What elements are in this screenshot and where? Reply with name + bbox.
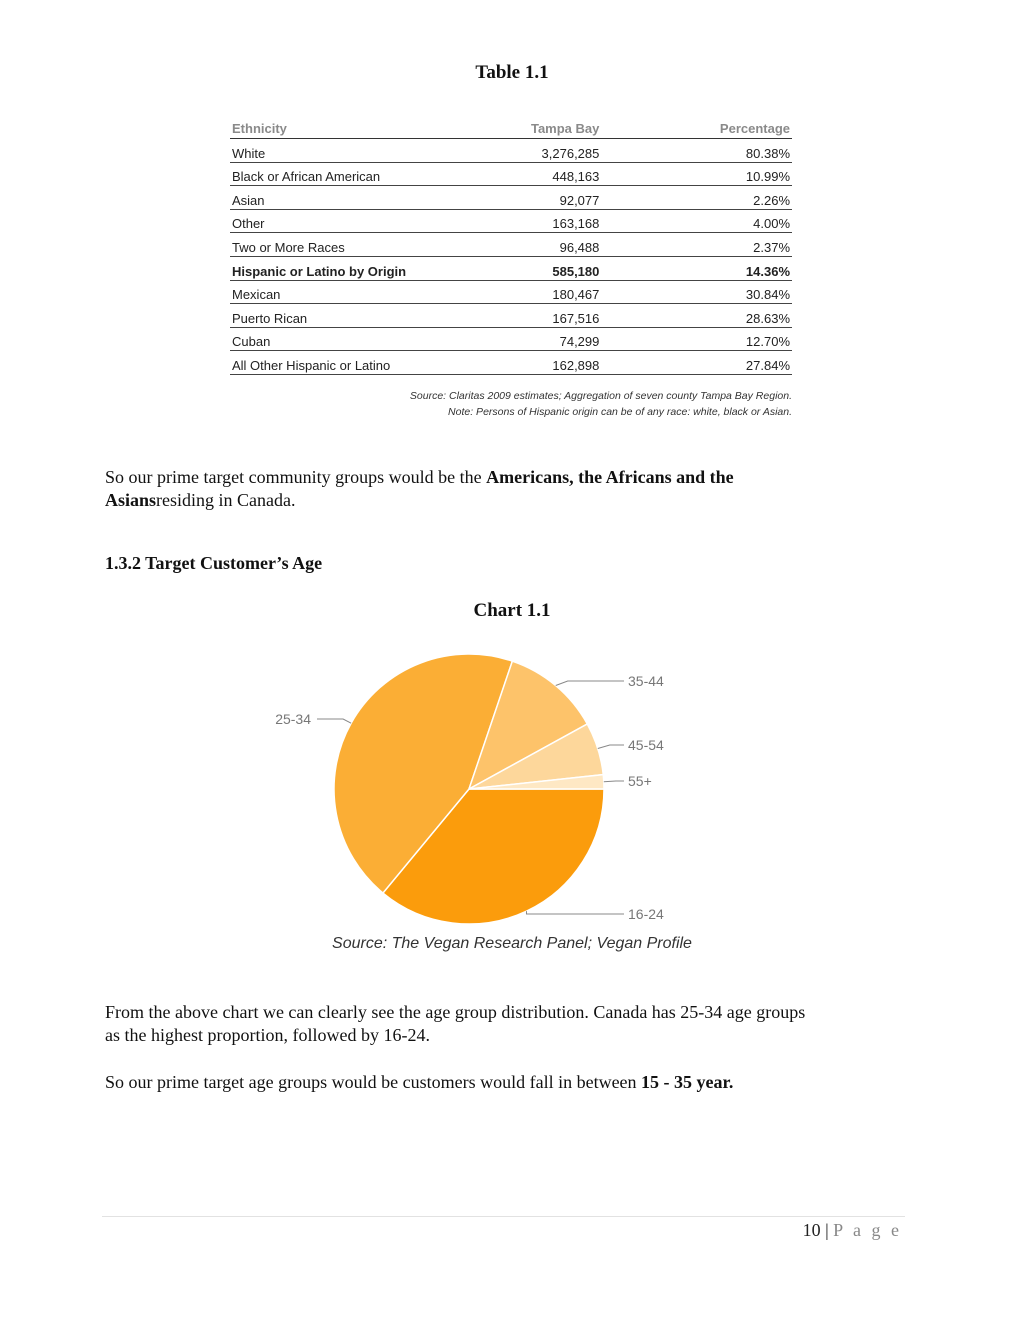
cell-percentage: 14.36% xyxy=(745,263,791,279)
cell-ethnicity: Asian xyxy=(232,192,265,208)
cell-ethnicity: Other xyxy=(232,216,265,232)
table-row xyxy=(230,233,792,257)
chart-source: Source: The Vegan Research Panel; Vegan Profile xyxy=(332,935,692,952)
page-number: 10 xyxy=(802,1220,821,1240)
header-ethnicity: Ethnicity xyxy=(232,121,287,136)
cell-tampa-bay: 3,276,285 xyxy=(541,145,600,161)
cell-tampa-bay: 74,299 xyxy=(559,334,600,350)
cell-tampa-bay: 92,077 xyxy=(559,192,600,208)
table-row xyxy=(230,281,792,305)
pie-label-45-54: 45-54 xyxy=(628,737,664,753)
para2-line1: From the above chart we can clearly see the age group distribution. Canada has 25-34 age groups xyxy=(105,1002,806,1022)
cell-percentage: 2.26% xyxy=(753,192,791,208)
table-row xyxy=(230,163,792,187)
chart-caption: Chart 1.1 xyxy=(473,600,551,621)
cell-percentage: 28.63% xyxy=(745,310,791,326)
cell-tampa-bay: 448,163 xyxy=(552,169,600,185)
table-caption: Table 1.1 xyxy=(475,62,549,83)
para3-text: So our prime target age groups would be customers would fall in between xyxy=(105,1072,642,1092)
pie-leader-25-34 xyxy=(317,719,351,723)
table-row xyxy=(230,304,792,328)
cell-tampa-bay: 96,488 xyxy=(559,239,600,255)
pie-leader-35-44 xyxy=(556,681,624,686)
pie-leader-16-24 xyxy=(526,911,624,914)
cell-percentage: 30.84% xyxy=(745,287,791,303)
table-row xyxy=(230,139,792,163)
cell-ethnicity: Mexican xyxy=(232,287,281,303)
table-header-row xyxy=(230,112,792,139)
pie-leader-55+ xyxy=(604,781,624,782)
para3-bold: 15 - 35 year. xyxy=(641,1072,734,1092)
cell-tampa-bay: 585,180 xyxy=(552,263,600,279)
age-distribution-paragraph xyxy=(105,1001,905,1047)
footer-divider xyxy=(102,1216,905,1217)
community-paragraph xyxy=(105,466,905,512)
cell-ethnicity: Hispanic or Latino by Origin xyxy=(232,263,407,279)
table-note: Note: Persons of Hispanic origin can be of any race: white, black or Asian. xyxy=(448,406,792,418)
cell-ethnicity: Puerto Rican xyxy=(232,310,308,326)
para1-text-end: residing in Canada. xyxy=(156,490,296,510)
cell-tampa-bay: 162,898 xyxy=(552,357,600,373)
para1-bold-asians: Asians xyxy=(105,490,157,510)
ethnicity-table xyxy=(230,112,792,375)
cell-tampa-bay: 163,168 xyxy=(552,216,600,232)
cell-ethnicity: Black or African American xyxy=(232,169,381,185)
table-source: Source: Claritas 2009 estimates; Aggregation of seven county Tampa Bay Region. xyxy=(409,390,792,402)
pie-label-55+: 55+ xyxy=(628,773,652,789)
page-label: P a g e xyxy=(833,1220,902,1240)
pie-leader-45-54 xyxy=(598,745,624,748)
page-footer xyxy=(803,1220,902,1241)
pie-label-35-44: 35-44 xyxy=(628,673,664,689)
cell-percentage: 4.00% xyxy=(753,216,791,232)
cell-ethnicity: All Other Hispanic or Latino xyxy=(232,357,391,373)
cell-tampa-bay: 180,467 xyxy=(552,287,600,303)
table-row xyxy=(230,351,792,375)
pie-label-16-24: 16-24 xyxy=(628,906,664,922)
header-percentage: Percentage xyxy=(719,121,791,136)
para1-bold-groups: Americans, the Africans and the xyxy=(486,467,734,487)
table-row xyxy=(230,328,792,352)
cell-percentage: 80.38% xyxy=(745,145,791,161)
pie-label-25-34: 25-34 xyxy=(275,711,311,727)
cell-ethnicity: Cuban xyxy=(232,334,271,350)
table-row xyxy=(230,257,792,281)
age-pie-chart xyxy=(0,640,1024,940)
section-heading: 1.3.2 Target Customer’s Age xyxy=(105,553,323,573)
cell-percentage: 10.99% xyxy=(745,169,791,185)
cell-tampa-bay: 167,516 xyxy=(552,310,600,326)
header-tampa-bay: Tampa Bay xyxy=(530,121,600,136)
cell-percentage: 27.84% xyxy=(745,357,791,373)
cell-ethnicity: Two or More Races xyxy=(232,239,345,255)
table-row xyxy=(230,210,792,234)
cell-percentage: 2.37% xyxy=(753,239,791,255)
cell-percentage: 12.70% xyxy=(745,334,791,350)
table-row xyxy=(230,186,792,210)
target-age-paragraph xyxy=(105,1071,905,1094)
cell-ethnicity: White xyxy=(232,145,266,161)
para1-text: So our prime target community groups would be the xyxy=(105,467,487,487)
para2-line2: as the highest proportion, followed by 16-24. xyxy=(105,1025,430,1045)
footer-separator: | xyxy=(825,1220,829,1240)
